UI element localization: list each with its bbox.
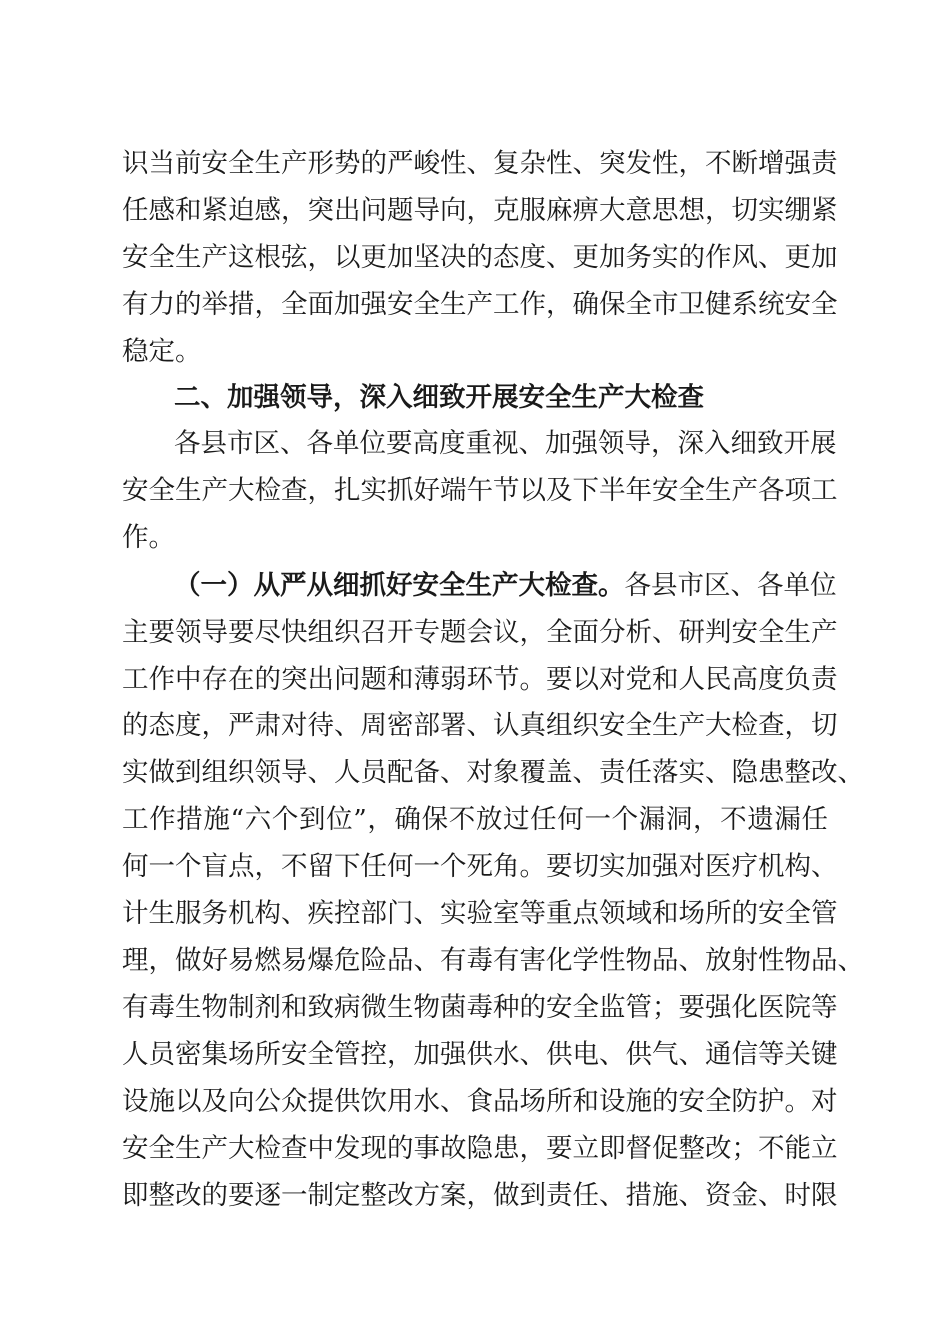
body-line: 安全生产大检查中发现的事故隐患，要立即督促整改；不能立 bbox=[122, 1133, 838, 1164]
body-line: 工作措施“六个到位”，确保不放过任何一个漏洞，不遗漏任 bbox=[122, 804, 828, 835]
body-line: 识当前安全生产形势的严峻性、复杂性、突发性，不断增强责 bbox=[122, 148, 838, 179]
body-line: 作。 bbox=[122, 522, 175, 553]
subsection-first-rest: 各县市区、各单位 bbox=[624, 570, 837, 601]
body-line: 各县市区、各单位要高度重视、加强领导，深入细致开展 bbox=[174, 428, 837, 459]
body-line: 理，做好易燃易爆危险品、有毒有害化学性物品、放射性物品、 bbox=[122, 945, 864, 976]
body-line: 的态度，严肃对待、周密部署、认真组织安全生产大检查，切 bbox=[122, 710, 838, 741]
body-line: 稳定。 bbox=[122, 336, 202, 367]
body-line: 有力的举措，全面加强安全生产工作，确保全市卫健系统安全 bbox=[122, 289, 838, 320]
body-line: 任感和紧迫感，突出问题导向，克服麻痹大意思想，切实绷紧 bbox=[122, 195, 838, 226]
body-line: 有毒生物制剂和致病微生物菌毒种的安全监管；要强化医院等 bbox=[122, 992, 838, 1023]
body-line: 何一个盲点，不留下任何一个死角。要切实加强对医疗机构、 bbox=[122, 851, 838, 882]
body-line: 实做到组织领导、人员配备、对象覆盖、责任落实、隐患整改、 bbox=[122, 757, 864, 788]
section-heading: 二、加强领导，深入细致开展安全生产大检查 bbox=[174, 382, 704, 413]
body-line: 设施以及向公众提供饮用水、食品场所和设施的安全防护。对 bbox=[122, 1086, 838, 1117]
subsection-title: （一）从严从细抓好安全生产大检查。 bbox=[174, 570, 625, 601]
subsection-first-line bbox=[174, 566, 837, 606]
body-line: 安全生产这根弦，以更加坚决的态度、更加务实的作风、更加 bbox=[122, 242, 838, 273]
body-line: 主要领导要尽快组织召开专题会议，全面分析、研判安全生产 bbox=[122, 617, 838, 648]
body-line: 计生服务机构、疾控部门、实验室等重点领域和场所的安全管 bbox=[122, 898, 838, 929]
body-line: 即整改的要逐一制定整改方案，做到责任、措施、资金、时限 bbox=[122, 1180, 838, 1211]
body-line: 工作中存在的突出问题和薄弱环节。要以对党和人民高度负责 bbox=[122, 664, 838, 695]
body-line: 安全生产大检查，扎实抓好端午节以及下半年安全生产各项工 bbox=[122, 475, 838, 506]
body-line: 人员密集场所安全管控，加强供水、供电、供气、通信等关键 bbox=[122, 1039, 838, 1070]
